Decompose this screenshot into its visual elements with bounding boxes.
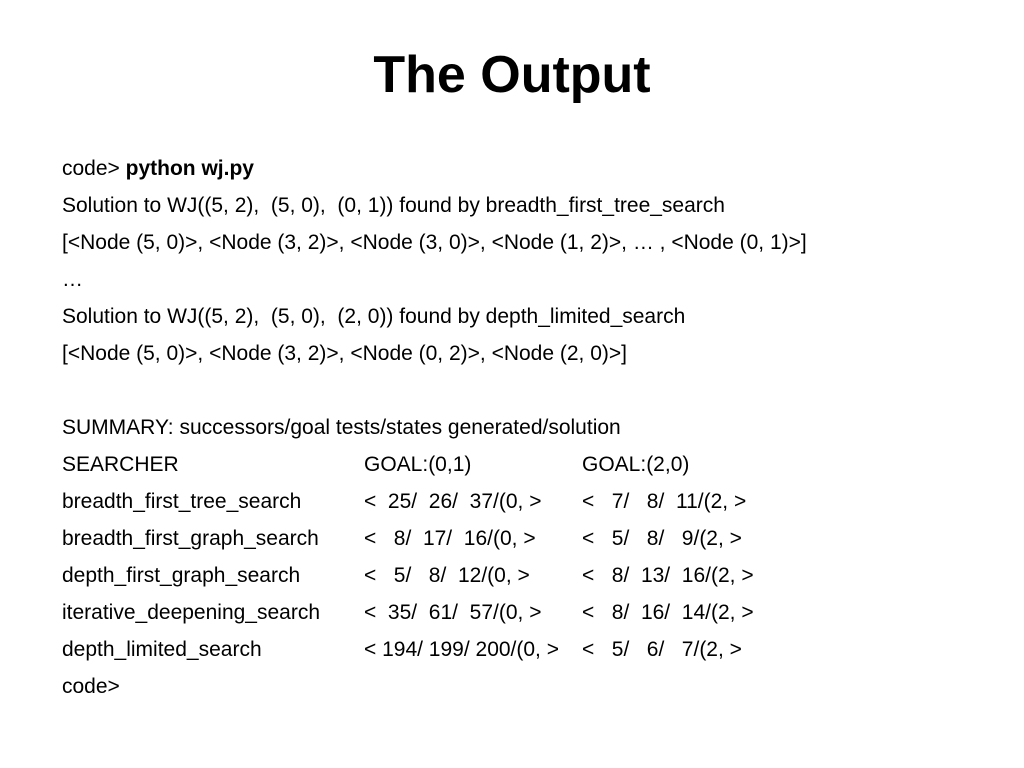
- output-line-1: Solution to WJ((5, 2), (5, 0), (0, 1)) found by breadth_first_tree_search: [62, 194, 725, 217]
- table-row: [62, 594, 982, 631]
- searcher-name: iterative_deepening_search: [62, 601, 321, 624]
- output-line-4: [<Node (5, 0)>, <Node (3, 2)>, <Node (0, 2)>, <Node (2, 0)>]: [62, 342, 627, 365]
- summary-line: SUMMARY: successors/goal tests/states generated/solution: [62, 416, 621, 439]
- searcher-name: breadth_first_tree_search: [62, 490, 302, 513]
- goal-2-stats: < 7/ 8/ 11/(2, >: [582, 490, 747, 513]
- searcher-name: breadth_first_graph_search: [62, 527, 319, 550]
- goal-1-stats: < 8/ 17/ 16/(0, >: [364, 527, 536, 550]
- header-goal-2: GOAL:(2,0): [582, 453, 690, 476]
- final-prompt: code>: [62, 675, 120, 698]
- command-line: [62, 150, 982, 187]
- goal-2-stats: < 8/ 13/ 16/(2, >: [582, 564, 754, 587]
- searcher-name: depth_first_graph_search: [62, 564, 301, 587]
- output-ellipsis: …: [62, 268, 83, 291]
- goal-2-stats: < 5/ 6/ 7/(2, >: [582, 638, 742, 661]
- console-output: [62, 150, 982, 705]
- goal-1-stats: < 194/ 199/ 200/(0, >: [364, 638, 559, 661]
- goal-2-stats: < 8/ 16/ 14/(2, >: [582, 601, 754, 624]
- prompt: code>: [62, 157, 120, 180]
- header-goal-1: GOAL:(0,1): [364, 453, 472, 476]
- blank-line: [62, 372, 982, 409]
- table-row: [62, 557, 982, 594]
- output-line-3: Solution to WJ((5, 2), (5, 0), (2, 0)) found by depth_limited_search: [62, 305, 686, 328]
- goal-1-stats: < 5/ 8/ 12/(0, >: [364, 564, 530, 587]
- summary-header-row: [62, 446, 982, 483]
- header-searcher: SEARCHER: [62, 453, 179, 476]
- command: python wj.py: [125, 157, 254, 180]
- searcher-name: depth_limited_search: [62, 638, 262, 661]
- goal-2-stats: < 5/ 8/ 9/(2, >: [582, 527, 742, 550]
- goal-1-stats: < 35/ 61/ 57/(0, >: [364, 601, 542, 624]
- output-line-2: [<Node (5, 0)>, <Node (3, 2)>, <Node (3, 0)>, <Node (1, 2)>, … , <Node (0, 1)>]: [62, 231, 807, 254]
- slide-title: The Output: [373, 46, 651, 104]
- table-row: [62, 520, 982, 557]
- table-row: [62, 631, 982, 668]
- table-row: [62, 483, 982, 520]
- goal-1-stats: < 25/ 26/ 37/(0, >: [364, 490, 542, 513]
